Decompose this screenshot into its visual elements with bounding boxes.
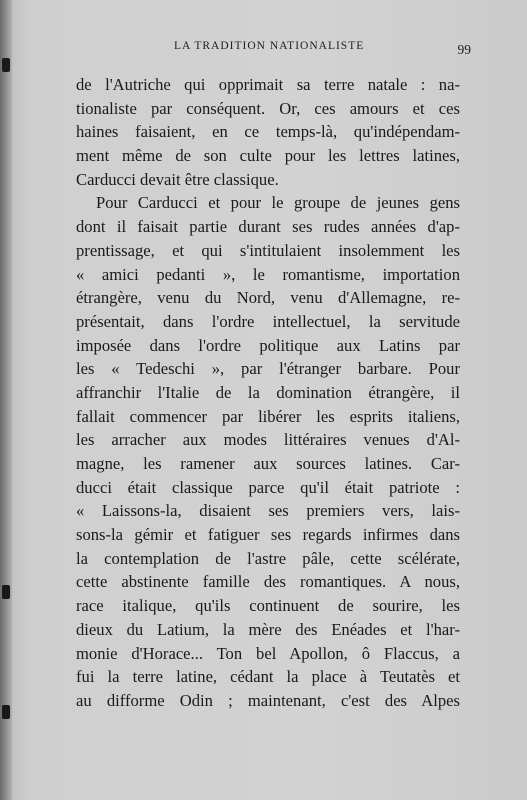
- binding-mark: [2, 585, 10, 599]
- text-line: sons-la gémir et fatiguer ses regards infirmes dans: [76, 525, 460, 545]
- text-line: dieux du Latium, la mère des Enéades et l'har-: [76, 619, 460, 639]
- text-line: les « Tedeschi », par l'étranger barbare. Pour: [76, 359, 460, 379]
- text-line: haines faisaient, en ce temps-là, qu'indépendam-: [76, 122, 460, 142]
- text-line: les arracher aux modes littéraires venues d'Al-: [76, 430, 460, 450]
- text-line: race italique, qu'ils continuent de sourire, les: [76, 596, 460, 616]
- text-line: ducci était classique parce qu'il était patriote :: [76, 477, 460, 497]
- text-line: tionaliste par conséquent. Or, ces amours et ces: [76, 98, 460, 118]
- text-line: monie d'Horace... Ton bel Apollon, ô Flaccus, a: [76, 643, 460, 663]
- book-spine: [0, 0, 12, 800]
- binding-mark: [2, 58, 10, 72]
- text-line: Pour Carducci et pour le groupe de jeunes gens: [96, 193, 460, 213]
- text-line: Carducci devait être classique.: [76, 169, 279, 189]
- text-line: prentissage, et qui s'intitulaient insolemment les: [76, 240, 460, 260]
- running-title: LA TRADITION NATIONALISTE: [174, 40, 365, 52]
- body-text: [76, 73, 460, 713]
- text-line: « Laissons-la, disaient ses premiers vers, lais-: [76, 501, 460, 521]
- text-line: fui la terre latine, cédant la place à Teutatès et: [76, 667, 460, 687]
- text-line: présentait, dans l'ordre intellectuel, la servitude: [76, 311, 460, 331]
- running-head: [76, 40, 471, 58]
- text-line: étrangère, venu du Nord, venu d'Allemagne, re-: [76, 288, 460, 308]
- text-line: dont il faisait partie durant ses rudes années d'ap-: [76, 217, 460, 237]
- text-line: ment même de son culte pour les lettres latines,: [76, 146, 460, 166]
- page-number: 99: [457, 42, 471, 57]
- text-line: imposée dans l'ordre politique aux Latins par: [76, 335, 460, 355]
- text-line: affranchir l'Italie de la domination étrangère, il: [76, 382, 460, 402]
- text-line: magne, les ramener aux sources latines. Car-: [76, 454, 460, 473]
- text-line: la contemplation de l'astre pâle, cette scélérate,: [76, 548, 460, 568]
- text-line: au difforme Odin ; maintenant, c'est des Alpes: [76, 690, 460, 710]
- text-line: « amici pedanti », le romantisme, importation: [76, 264, 460, 284]
- text-line: fallait commencer par libérer les esprits italiens,: [76, 406, 460, 426]
- binding-mark: [2, 705, 10, 719]
- text-line: de l'Autriche qui opprimait sa terre natale : na-: [76, 75, 460, 94]
- text-line: cette abstinente famille des romantiques. A nous,: [76, 572, 460, 592]
